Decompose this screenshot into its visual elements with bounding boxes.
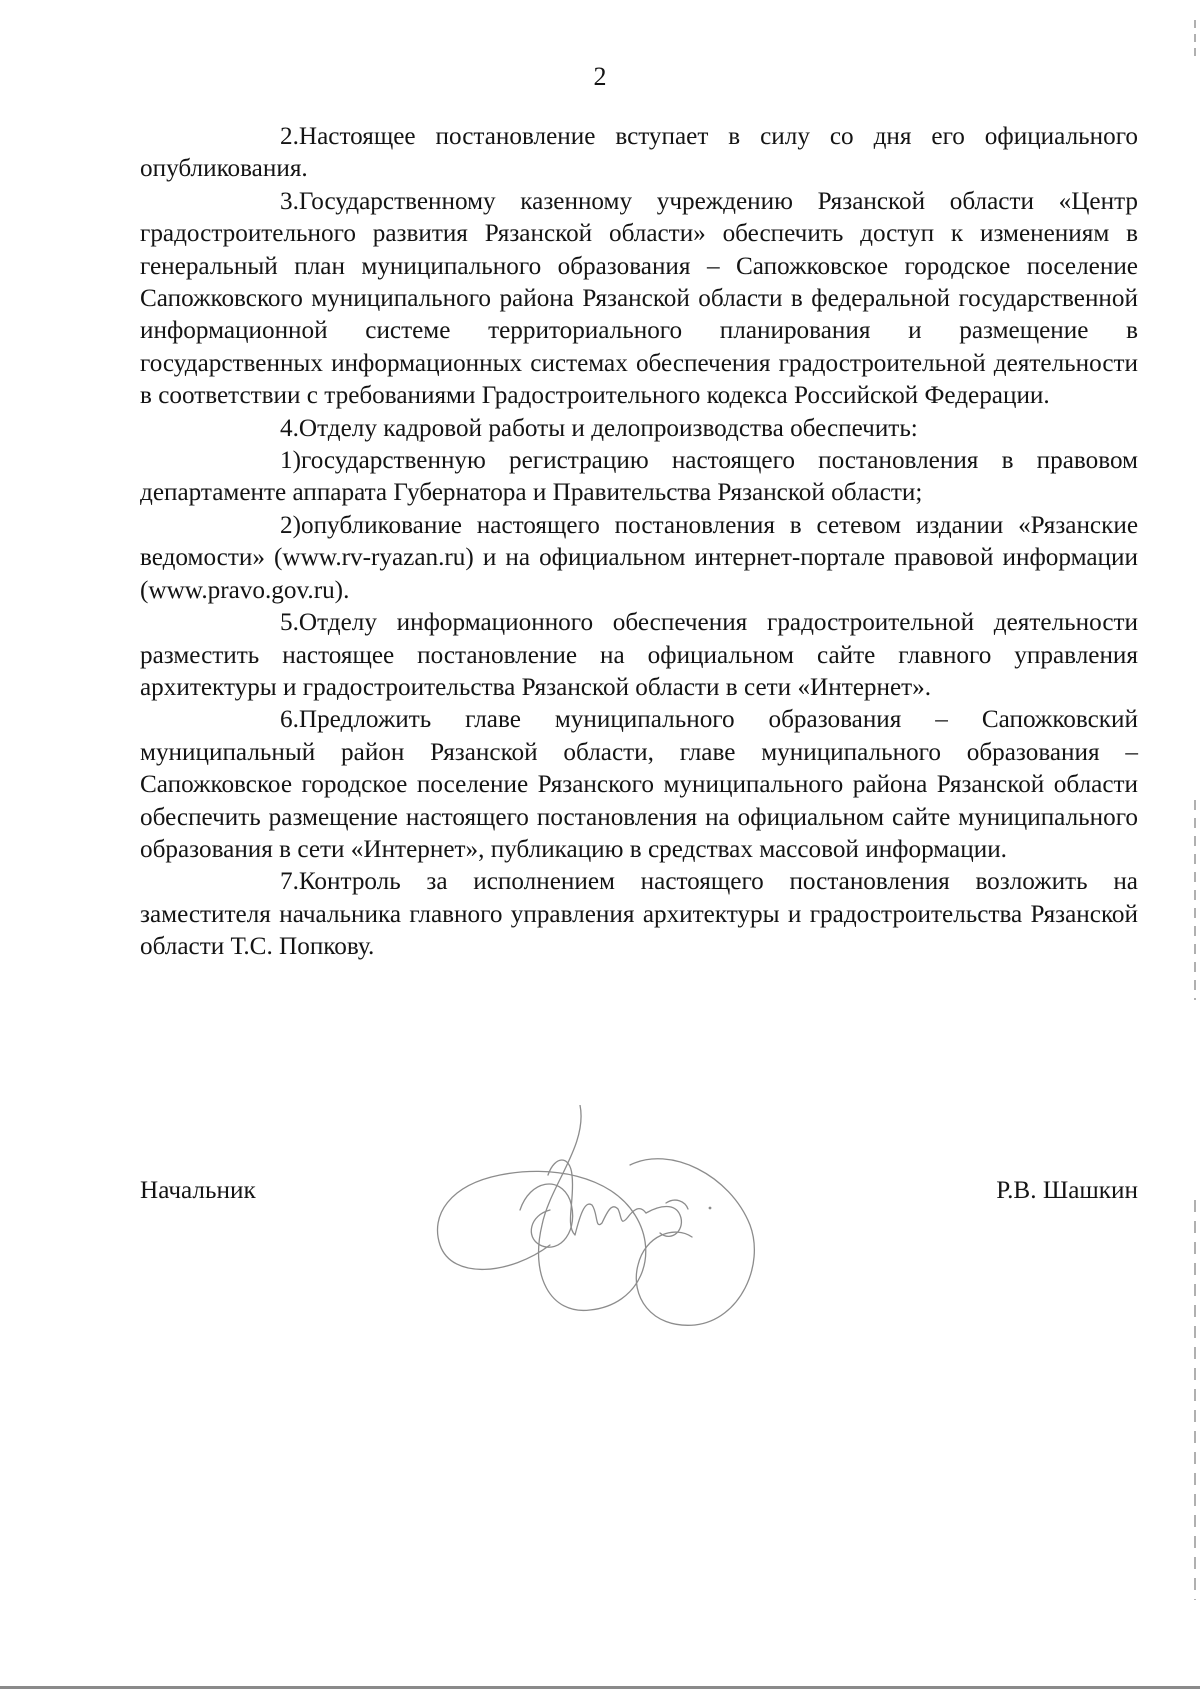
paragraph-4-1 [140, 445, 1138, 510]
paragraph-number: 3. [280, 187, 299, 215]
paragraph-number: 1) [280, 447, 301, 475]
paragraph-number: 4. [280, 414, 299, 442]
document-body [140, 121, 1138, 964]
paragraph-2 [140, 121, 1138, 186]
signer-name: Р.В. Шашкин [996, 1177, 1138, 1204]
paragraph-text: Предложить главе муниципального образования – Сапожковский муниципальный район Рязанской области, главе муниципального образования – Сапожковское городское поселение Рязанского муниципального района Рязанской области обеспечить размещение настоящего постановления на официальном сайте муниципального образования в сети «Интернет», публикацию в средствах массовой информации. [140, 706, 1138, 863]
scan-edge-bottom [0, 1686, 1200, 1689]
paragraph-number: 6. [280, 706, 299, 734]
paragraph-number: 5. [280, 609, 299, 637]
paragraph-text: Отделу кадровой работы и делопроизводства обеспечить: [298, 414, 918, 442]
handwritten-signature [430, 1105, 770, 1335]
paragraph-6 [140, 704, 1138, 866]
paragraph-text: Настоящее постановление вступает в силу со дня его официального опубликования. [140, 123, 1138, 183]
paragraph-4 [140, 413, 1138, 445]
paragraph-text: опубликование настоящего постановления в сетевом издании «Рязанские ведомости» (www.rv-ryazan.ru) и на официальном интернет-портале правовой информации (www.pravo.gov.ru). [140, 511, 1138, 604]
paragraph-text: государственную регистрацию настоящего постановления в правовом департаменте аппарата Губернатора и Правительства Рязанской области; [140, 447, 1138, 507]
signer-position: Начальник [140, 1177, 256, 1204]
paragraph-3 [140, 186, 1138, 413]
paragraph-text: Государственному казенному учреждению Рязанской области «Центр градостроительного развития Рязанской области» обеспечить доступ к изменениям в генеральный план муниципального образования – Сапожковское городское поселение Сапожковского муниципального района Рязанской области в федеральной государственной информационной системе территориального планирования и размещение в государственных информационных системах обеспечения градостроительной деятельности в соответствии с требованиями Градостроительного кодекса Российской Федерации. [140, 187, 1138, 410]
paragraph-number: 2. [280, 123, 299, 150]
scan-edge-right [1194, 0, 1196, 1697]
paragraph-5 [140, 607, 1138, 704]
page-number: 2 [593, 62, 607, 91]
paragraph-text: Контроль за исполнением настоящего постановления возложить на заместителя начальника главного управления архитектуры и градостроительства Рязанской области Т.С. Попкову. [140, 868, 1138, 961]
paragraph-number: 2) [280, 511, 301, 539]
paragraph-7 [140, 866, 1138, 963]
paragraph-number: 7. [280, 868, 299, 896]
paragraph-text: Отделу информационного обеспечения градостроительной деятельности разместить настоящее постановление на официальном сайте главного управления архитектуры и градостроительства Рязанской области в сети «Интернет». [140, 609, 1138, 701]
paragraph-4-2 [140, 510, 1138, 607]
